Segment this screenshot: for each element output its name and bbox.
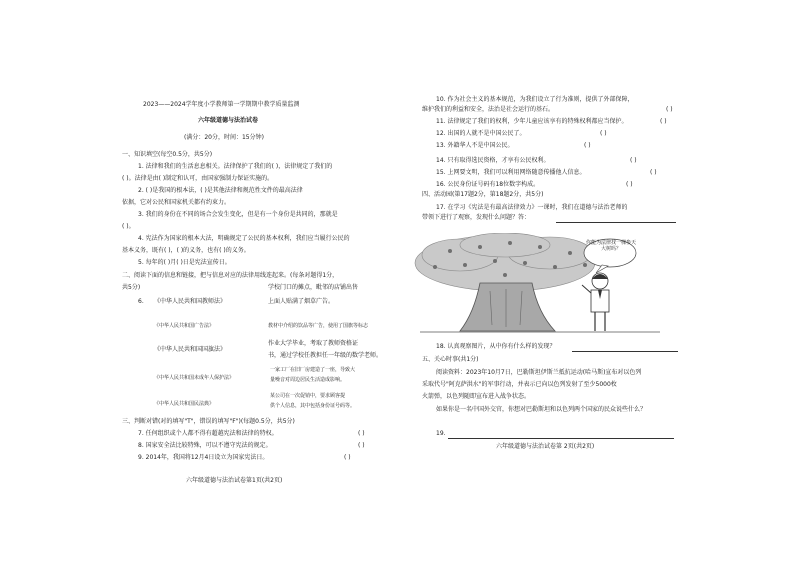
question-4-line-b: 基本义务，既有( )，( )的义务，也有( )的义务。 — [122, 247, 250, 254]
question-16: 16. 公民身份证号码有18位数字构成。 — [436, 181, 540, 188]
answer-paren-12: ( ) — [600, 130, 607, 137]
case-item-4-line-b: 量噪音对周边居民生活造成影响。 — [270, 377, 346, 383]
section-3-heading: 三、判断对错(对的填写"T"，错误的填写"F")(每题0.5分，共5分) — [122, 418, 295, 425]
question-3-line-b: ( )。 — [122, 223, 135, 230]
exam-subject: 六年级道德与法治试卷 — [198, 117, 259, 124]
answer-paren-8: ( ) — [358, 442, 365, 449]
law-item-2: 《中华人民共和国广告法》 — [154, 323, 215, 329]
page-2-footer: 六年级道德与法治试卷第 2页(共2页) — [496, 443, 595, 450]
question-17-line-b: 带领下进行了观察，发现什么问题？答： — [422, 214, 531, 221]
question-19-answer-line[interactable] — [448, 438, 674, 439]
answer-paren-10: ( ) — [666, 106, 673, 113]
speech-bubble-text: 你能为法律找一棵参天大树吗？ — [586, 240, 637, 252]
section-2-heading-b: 共5分) — [122, 284, 141, 291]
reading-material-line-1: 阅读资料：2023年10月7日，巴勒斯坦伊斯兰抵抗运动(哈马斯)宣布对以色列 — [436, 369, 642, 376]
question-18-answer-line[interactable] — [572, 351, 678, 352]
law-item-1: 《中华人民共和国教师法》 — [154, 298, 227, 305]
question-10-line-a: 10. 作为社会主义的基本规范，为我们设立了行为准则，提供了外部保障， — [436, 96, 634, 103]
case-item-3-line-a: 作业大学毕业，考取了教师资格证 — [268, 340, 359, 347]
reading-material-line-2: 采取代号"阿克萨洪水"的军事行动，并表示已向以色列发射了至少5000枚 — [422, 381, 617, 388]
question-5: 5. 每年的( )月( )日是宪法宣传日。 — [138, 259, 231, 266]
question-19: 19. — [436, 430, 446, 437]
case-item-3-line-b: 书，通过学校任教担任一年级的数学老师。 — [268, 352, 383, 359]
question-15: 15. 上网要文明，我们可以利用网络随意传播他人信息。 — [436, 169, 586, 176]
question-11: 11. 法律规定了我们的权利，少年儿童应该享有的特殊权利都应当保护。 — [436, 118, 628, 125]
answer-paren-9: ( ) — [344, 454, 351, 461]
law-item-3: 《中华人民共和国国旗法》 — [154, 346, 227, 353]
exam-score-time: (满分：20分，时间：15分钟) — [184, 134, 264, 141]
section-2-heading: 二、阅读下面的信息和链接，把与信息对应的法律用线连起来。(每条对题得1分， — [122, 272, 339, 279]
case-item-4-line-a: 一家工厂在旧厂房建造了一座，导致大 — [270, 367, 356, 373]
question-17-answer-line[interactable] — [556, 222, 676, 223]
section-2-heading-c: 学校门口的摊点，毗邻的店铺出售 — [268, 284, 359, 291]
section-5-heading: 五、关心时事(共1分) — [422, 356, 479, 363]
question-7: 7. 任何组织或个人都不得有超越宪法和法律的特权。 — [138, 430, 278, 437]
question-17-line-a: 17. 在学习《宪法是有最高法律效力》一课时，我们在道德与法治老师的 — [436, 204, 628, 211]
answer-paren-13: ( ) — [584, 142, 591, 149]
case-item-5-line-a: 某公司在一次促销中，要求顾客提 — [270, 393, 346, 399]
question-2-line-b: 依据，它对公民和国家机关都有约束力。 — [122, 199, 231, 206]
case-item-1: 上面人贴满了烟草广告。 — [268, 298, 335, 305]
section-1-heading: 一、知识填空(每空0.5分，共5分) — [122, 151, 213, 158]
section-4-heading: 四、活动园(第17题2分，第18题2分，共5分) — [422, 191, 544, 198]
question-6-number: 6. — [138, 298, 144, 305]
question-18: 18. 认真观察图片，从中你有什么样的发现？ — [436, 343, 556, 350]
answer-paren-16: ( ) — [626, 181, 633, 188]
answer-paren-11: ( ) — [660, 118, 667, 125]
question-1-line-b: ( )。法律是由( )制定和认可，由国家强制力保证实施的。 — [122, 175, 274, 182]
question-10-line-b: 维护我们的利益和安全，法治是社会运行的基石。 — [422, 106, 555, 113]
tree-illustration — [410, 233, 680, 337]
question-12: 12. 出国的人就不是中国公民了。 — [436, 130, 526, 137]
question-14: 14. 只有取得选民资格，才享有公民权利。 — [436, 157, 550, 164]
answer-paren-15: ( ) — [650, 169, 657, 176]
question-13: 13. 外籍华人不是中国公民。 — [436, 142, 514, 149]
question-8: 8. 国家安全法比较特殊，可以不遵守宪法的规定。 — [138, 442, 272, 449]
exam-title: 2023——2024学年度小学教师第一学期期中教学质量监测 — [143, 101, 300, 108]
reading-material-line-4: 如果你是一名中国外交官，你想对巴勒斯坦和以色列两个国家的民众说些什么？ — [436, 406, 647, 413]
question-3-line-a: 3. 我们的身份在不同的场合会发生变化，但是有一个身份是共同的，那就是 — [138, 211, 338, 218]
law-item-4: 《中华人民共和国未成年人保护法》 — [154, 375, 235, 381]
case-item-2: 教材中介绍的饮品等广告，使用了国旗等标志 — [268, 323, 369, 329]
law-item-5: 《中华人民共和国民法典》 — [154, 401, 215, 407]
reading-material-line-3: 火箭弹，以色列随即宣布进入战争状态。 — [422, 393, 531, 400]
answer-paren-14: ( ) — [630, 157, 637, 164]
question-9: 9. 2014年，我国将12月4日设立为国家宪法日。 — [138, 454, 269, 461]
answer-paren-7: ( ) — [358, 430, 365, 437]
question-4-line-a: 4. 宪法作为国家的根本大法，明确规定了公民的基本权利，我们应当履行公民的 — [138, 235, 350, 242]
question-1-line-a: 1. 法律和我们的生活息息相关。法律保护了我们的( )，法律规定了我们的 — [138, 163, 333, 170]
page-1-footer: 六年级道德与法治试卷第1页(共2页) — [186, 477, 283, 484]
question-2-line-a: 2. ( )是我国的根本法，( )是其他法律和规范性文件的最高法律 — [138, 187, 303, 194]
case-item-5-line-b: 供个人信息，其中包括身份证号码等。 — [270, 403, 356, 409]
